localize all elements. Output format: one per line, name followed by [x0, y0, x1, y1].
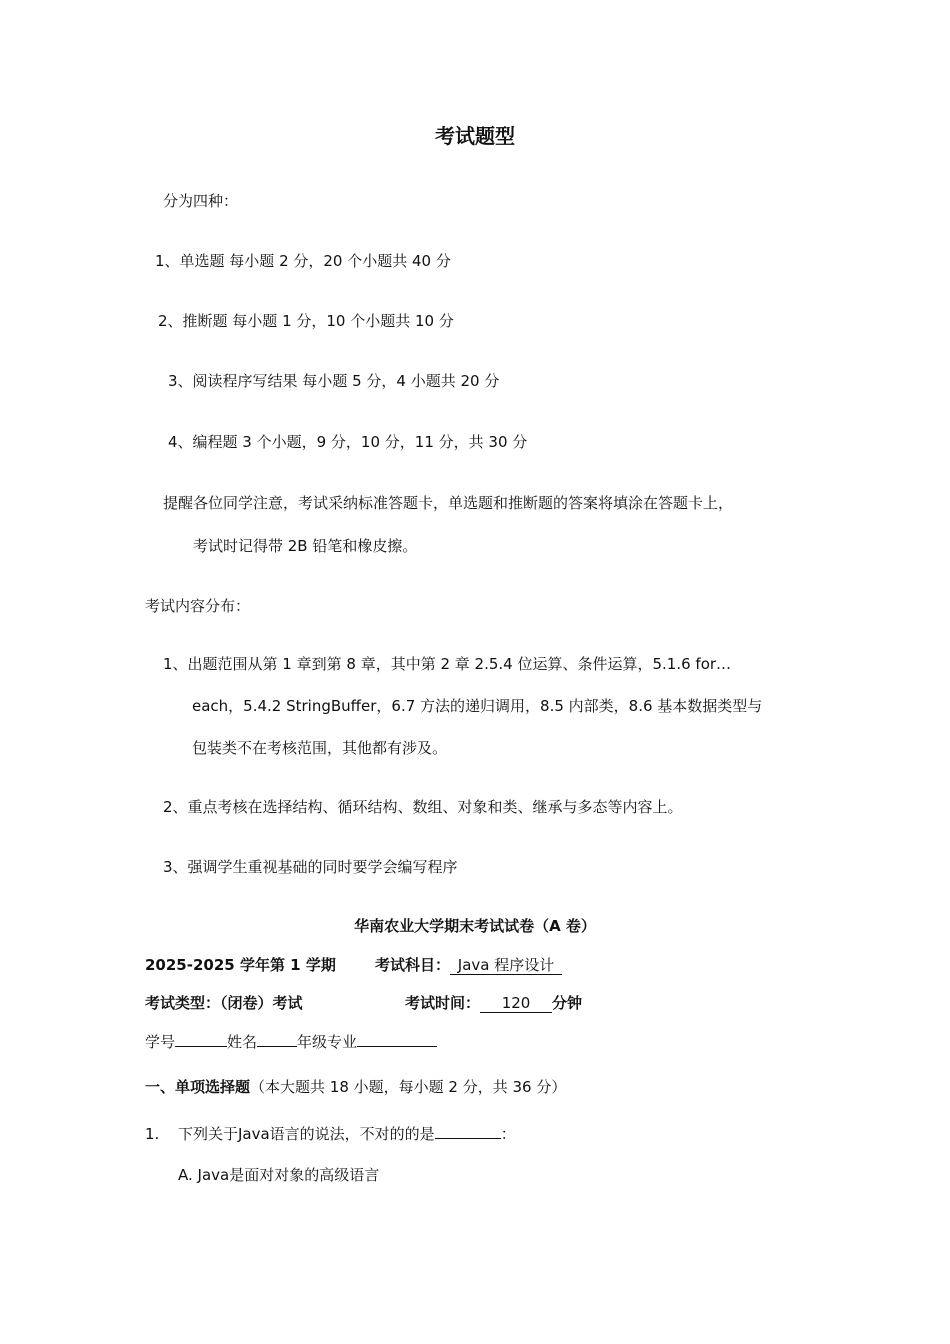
question-type-2: 2、推断题 每小题 1 分，10 个小题共 10 分: [158, 312, 454, 330]
question-1-suffix: ：: [500, 1125, 516, 1143]
exam-subject: [375, 955, 562, 975]
question-1-blank[interactable]: [435, 1124, 501, 1139]
exam-time: [405, 993, 582, 1013]
question-1-number: 1.: [145, 1125, 160, 1143]
content-item-1-line-2: each，5.4.2 StringBuffer，6.7 方法的递归调用，8.5 内部类，8.6 基本数据类型与: [192, 697, 763, 715]
content-item-2: 2、重点考核在选择结构、循环结构、数组、对象和类、继承与多态等内容上。: [163, 798, 683, 816]
content-heading: 考试内容分布：: [145, 597, 251, 615]
exam-term: 2025-2025 学年第 1 学期: [145, 956, 336, 974]
student-info-line: [145, 1032, 437, 1052]
reminder-line-1: 提醒各位同学注意，考试采纳标准答题卡，单选题和推断题的答案将填涂在答题卡上，: [163, 494, 734, 512]
subject-label: 考试科目：: [375, 956, 451, 974]
question-1-text: 下列关于Java语言的说法，不对的的是: [178, 1125, 435, 1143]
section-1-note: （本大题共 18 小题，每小题 2 分，共 36 分）: [250, 1078, 567, 1096]
student-id-label: 学号: [145, 1033, 176, 1051]
subject-value: Java 程序设计: [450, 956, 562, 975]
page-title: 考试题型: [435, 124, 515, 148]
student-id-blank[interactable]: [175, 1032, 227, 1047]
time-value: 120: [480, 994, 552, 1013]
reminder-line-2: 考试时记得带 2B 铅笔和橡皮擦。: [193, 537, 418, 555]
section-1-heading: 一、单项选择题: [145, 1078, 251, 1096]
question-type-3: 3、阅读程序写结果 每小题 5 分，4 小题共 20 分: [168, 372, 500, 390]
time-label: 考试时间：: [405, 994, 481, 1012]
grade-label: 年级专业: [297, 1033, 358, 1051]
question-type-4: 4、编程题 3 个小题，9 分，10 分，11 分，共 30 分: [168, 433, 528, 451]
content-item-3: 3、强调学生重视基础的同时要学会编写程序: [163, 858, 458, 876]
name-blank[interactable]: [257, 1032, 297, 1047]
section-1-heading-line: [145, 1077, 566, 1097]
exam-header: 华南农业大学期末考试试卷（A 卷）: [354, 917, 596, 935]
content-item-1-line-3: 包装类不在考核范围，其他都有涉及。: [192, 739, 448, 757]
intro-text: 分为四种：: [163, 192, 239, 210]
question-type-1: 1、单选题 每小题 2 分，20 个小题共 40 分: [155, 252, 451, 270]
name-label: 姓名: [227, 1033, 258, 1051]
time-unit: 分钟: [552, 994, 583, 1012]
exam-type: 考试类型：（闭卷）考试: [145, 994, 303, 1012]
question-1-option-a: A. Java是面对对象的高级语言: [178, 1166, 380, 1184]
content-item-1-line-1: 1、出题范围从第 1 章到第 8 章，其中第 2 章 2.5.4 位运算、条件运算，5.1.6 for…: [163, 655, 732, 673]
question-1-stem: [178, 1124, 516, 1144]
grade-blank[interactable]: [357, 1032, 437, 1047]
